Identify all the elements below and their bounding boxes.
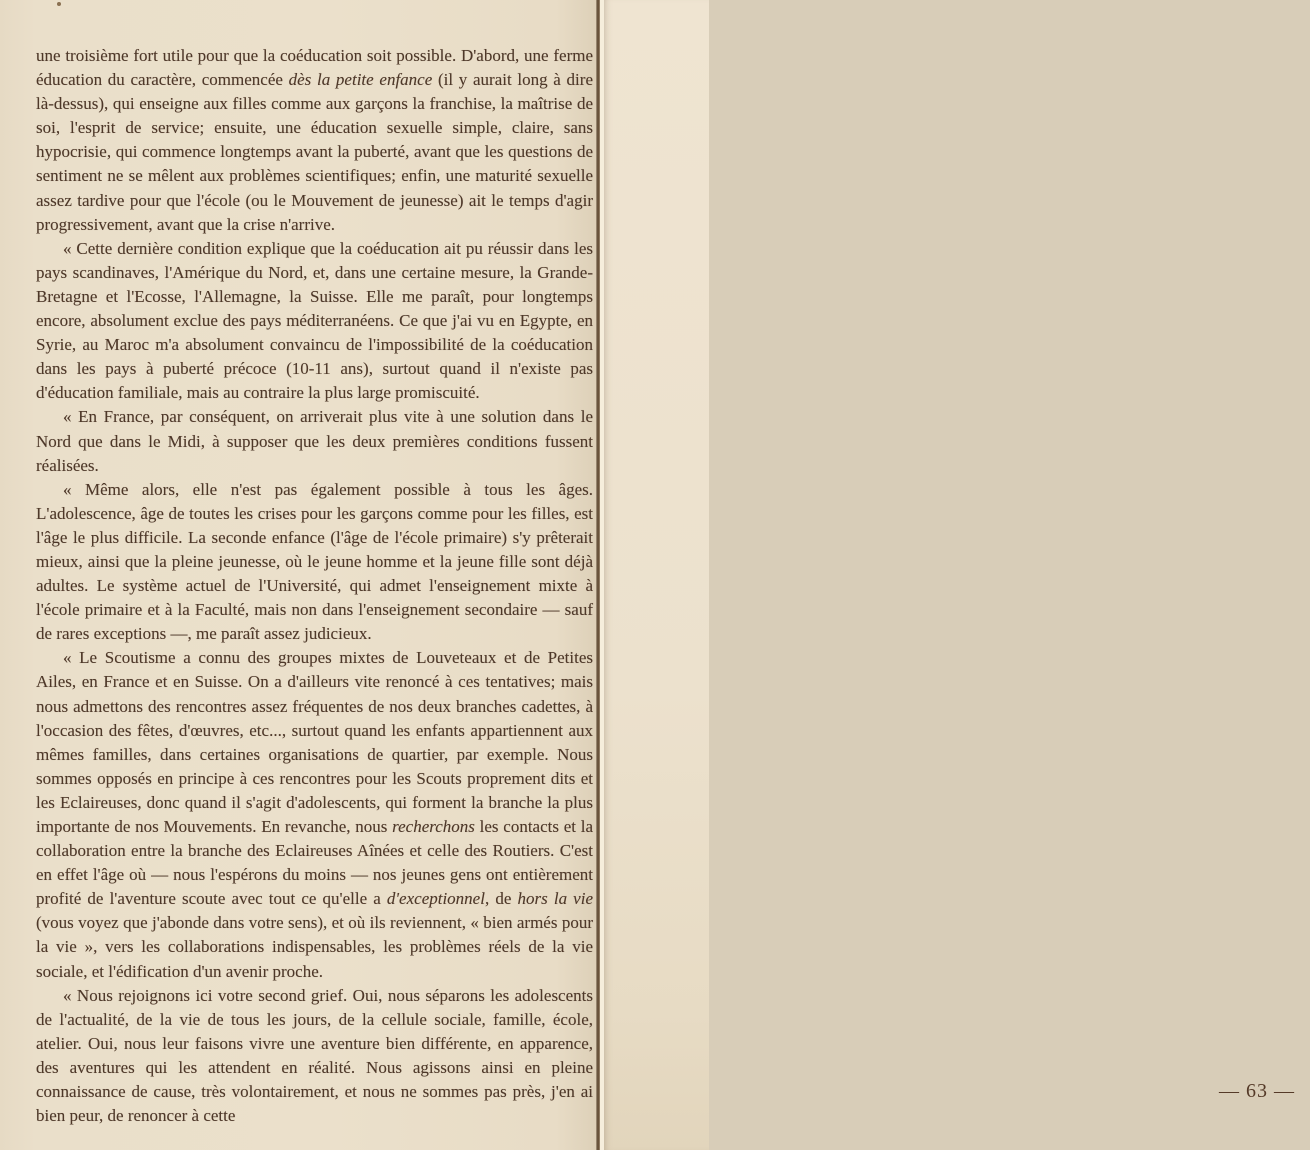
italic-text: hors la vie: [517, 889, 593, 909]
adjacent-page-edge: [604, 0, 1295, 1150]
italic-text: dès la petite enfance: [288, 70, 433, 90]
body-text: « Même alors, elle n'est pas également possible à tous les âges. L'adolescence, âge de toutes les crises pour les garçons comme pour les filles, est l'âge le plus difficile. La seconde enfance (l'âge de l'école primaire) s'y prêterait mieux, ainsi que la pleine jeunesse, où le jeune homme et la jeune fille sont déjà adultes. Le système actuel de l'Université, qui admet l'enseignement mixte à l'école primaire et à la Faculté, mais non dans l'enseignement secondaire — sauf de rares exceptions —, me paraît assez judicieux.: [36, 479, 593, 644]
book-page-left: [0, 0, 597, 1150]
body-text: (il y aurait long à dire là-dessus), qui enseigne aux filles comme aux garçons la franchise, la maîtrise de soi, l'esprit de service; ensuite, une éducation sexuelle simple, claire, sans hypocrisie, qui commence longtemps avant la puberté, avant que les questions de sentiment ne se mêlent aux problèmes scientifiques; enfin, une maturité sexuelle assez tardive pour que l'école (ou le Mouvement de jeunesse) ait le temps d'agir progressivement, avant que la crise n'arrive.: [36, 70, 593, 234]
paragraph: [36, 646, 593, 983]
body-text: « Nous rejoignons ici votre second grief. Oui, nous séparons les adolescents de l'actualité, de la vie de tous les jours, de la cellule sociale, famille, école, atelier. Oui, nous leur faisons vivre une aventure bien différente, en apparence, des aventures qui les attendent en réalité. Nous agissons ainsi en pleine connaissance de cause, très volontairement, et nous ne sommes pas près, j'en ai bien peur, de renoncer à cette: [36, 985, 593, 1126]
body-text: (vous voyez que j'abonde dans votre sens), et où ils reviennent, « bien armés pour la vie », vers les collaborations indispensables, les problèmes réels de la vie sociale, et l'édification d'un avenir proche.: [36, 913, 593, 981]
body-text: les contacts et la collaboration entre la branche des Eclaireuses Aînées et celle des Routiers. C'est en effet l'âge où — nous l'espérons du moins — nos jeunes gens ont entièrement profité de l'aventure scoute avec tout ce qu'elle a: [36, 817, 593, 909]
body-text: « En France, par conséquent, on arriverait plus vite à une solution dans le Nord que dans le Midi, à supposer que les deux premières conditions fussent réalisées.: [36, 407, 593, 475]
body-text: , de: [484, 889, 518, 909]
text-column: [36, 44, 593, 1128]
italic-text: recherchons: [392, 817, 475, 836]
paragraph: [36, 405, 593, 477]
paragraph: [36, 44, 593, 237]
paragraph: [36, 984, 593, 1129]
italic-text: d'exceptionnel: [386, 889, 485, 909]
paragraph: [36, 478, 593, 647]
body-text: « Le Scoutisme a connu des groupes mixtes de Louveteaux et de Petites Ailes, en France et en Suisse. On a d'ailleurs vite renoncé à ces tentatives; mais nous admettons des rencontres assez fréquentes de nos deux branches cadettes, à l'occasion des fêtes, d'œuvres, etc..., surtout quand les enfants appartiennent aux mêmes familles, dans certaines organisations de quartier, par exemple. Nous sommes opposés en principe à ces rencontres pour les Scouts proprement dits et les Eclaireuses, donc quand il s'agit d'adolescents, qui forment la branche la plus importante de nos Mouvements. En revanche, nous: [36, 648, 593, 836]
paragraph: [36, 237, 593, 406]
body-text: « Cette dernière condition explique que la coéducation ait pu réussir dans les pays scandinaves, l'Amérique du Nord, et, dans une certaine mesure, la Grande-Bretagne et l'Ecosse, l'Allemagne, la Suisse. Elle me paraît, pour longtemps encore, absolument exclue des pays méditerranéens. Ce que j'ai vu en Egypte, en Syrie, au Maroc m'a absolument convaincu de l'impossibilité de la coéducation dans les pays à puberté précoce (10-11 ans), surtout quand il n'existe pas d'éducation familiale, mais au contraire la plus large promiscuité.: [36, 238, 593, 403]
paper-speck: [57, 2, 61, 6]
body-text: une troisième fort utile pour que la coéducation soit possible. D'abord, une ferme éducation du caractère, commencée: [36, 46, 593, 90]
page-number: — 63 —: [1219, 1080, 1295, 1102]
